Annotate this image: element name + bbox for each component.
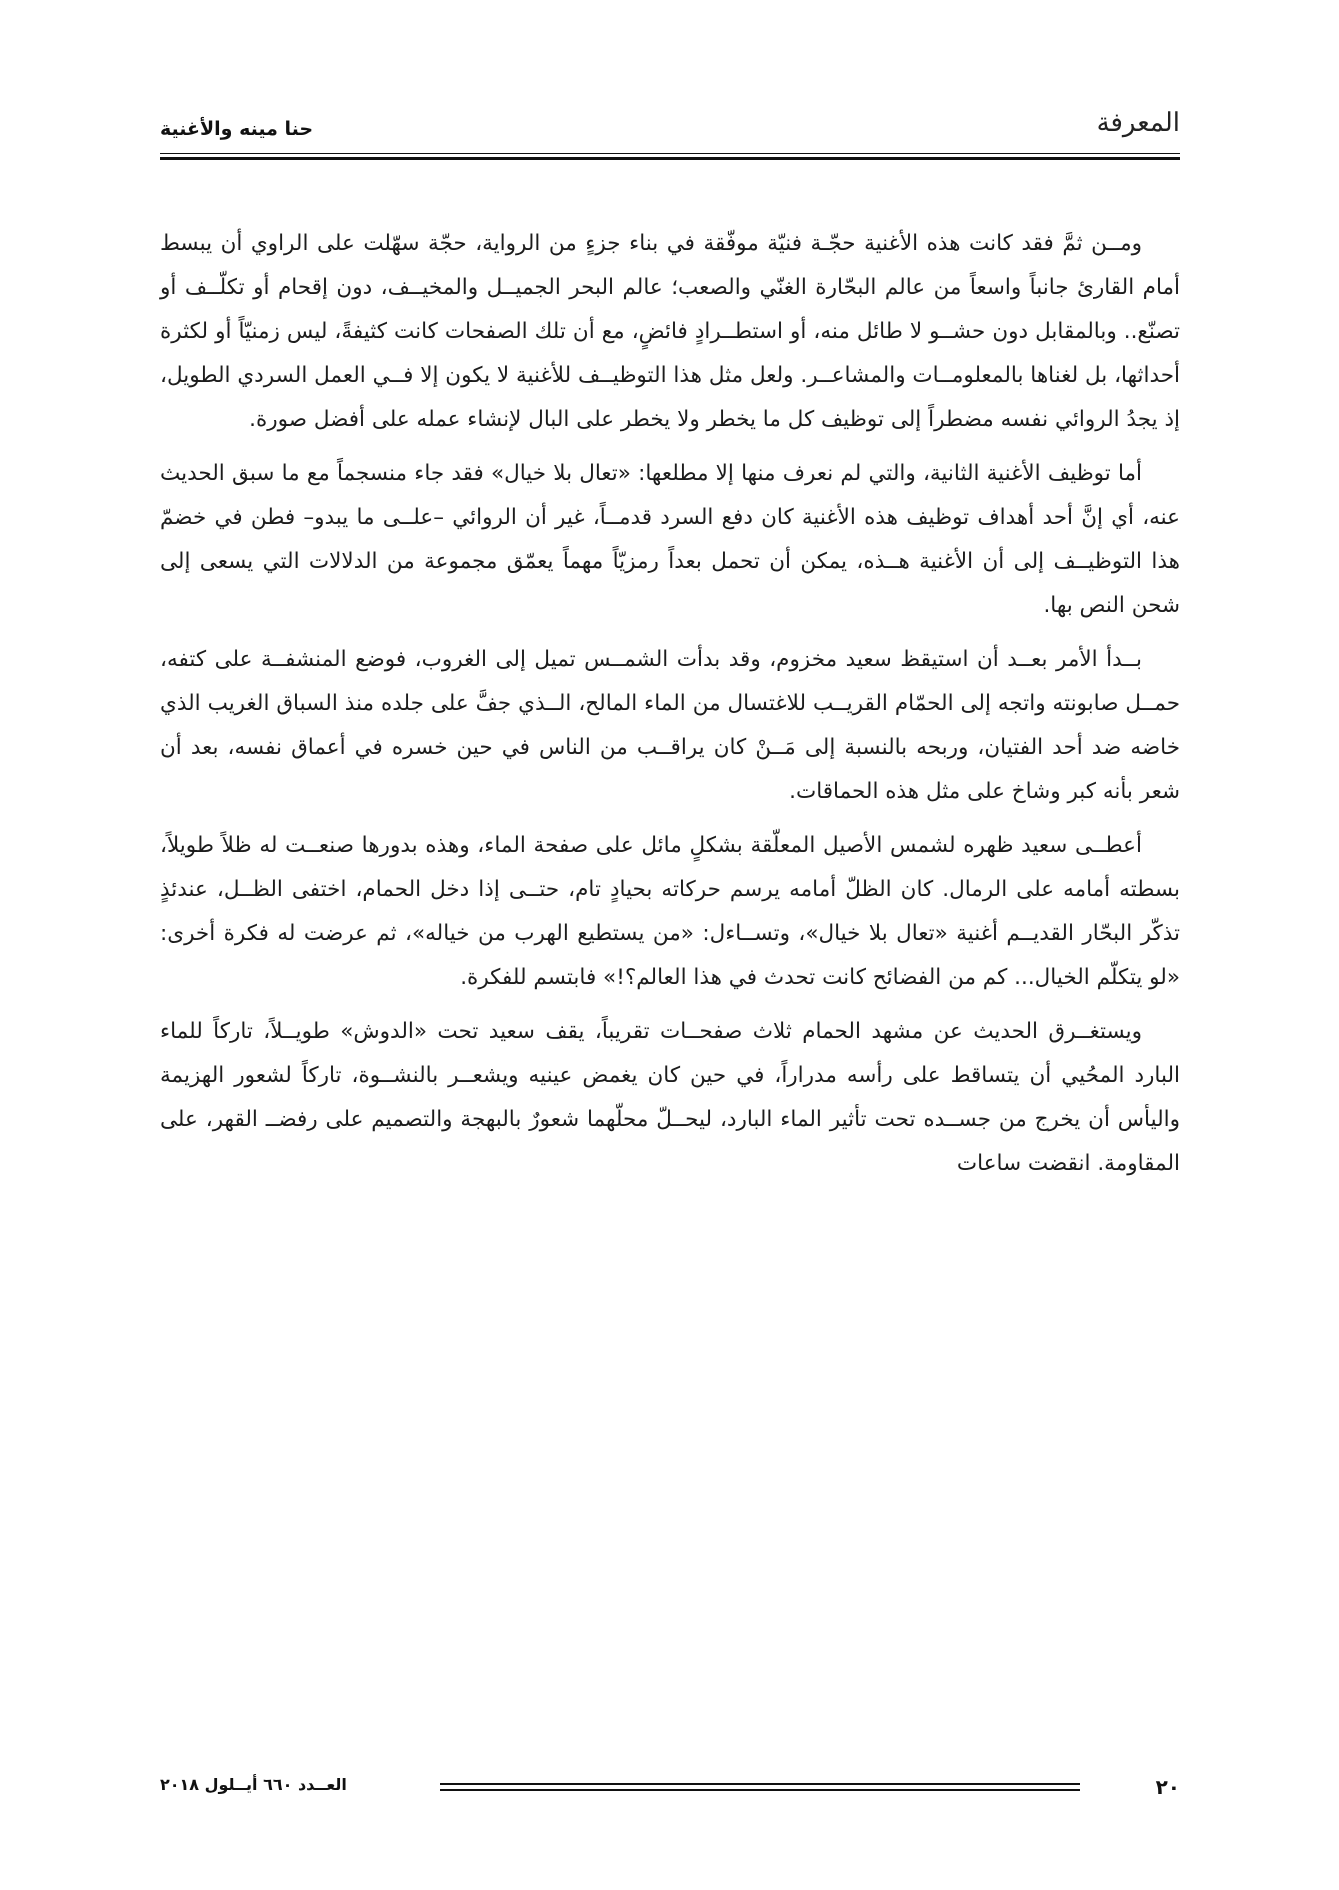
header-rule-thin [160,153,1180,154]
paragraph: ويستغــرق الحديث عن مشهد الحمام ثلاث صفحــات تقريباً، يقف سعيد تحت «الدوش» طويــلاً، تاركاً للماء البارد المحُيي أن يتساقط على رأسه مدراراً، في حين كان يغمض عينيه ويشعــر بالنشــوة، تاركاً لشعور الهزيمة واليأس أن يخرج من جســده تحت تأثير الماء البارد، ليحــلّ محلّهما شعورٌ بالبهجة والتصميم على رفضــ القهر، على المقاومة. انقضت ساعات [160,1019,1180,1176]
article-body [160,222,1180,1196]
magazine-logo: المعرفة [1096,108,1180,138]
paragraph: ومــن ثمَّ فقد كانت هذه الأغنية حجّـة فنيّة موفّقة في بناء جزءٍ من الرواية، حجّة سهّلت على الراوي أن يبسط أمام القارئ جانباً واسعاً من عالم البحّارة الغنّي والصعب؛ عالم البحر الجميــل والمخيــف، دون إقحام أو تكلّــف أو تصنّع.. وبالمقابل دون حشــو لا طائل منه، أو استطــرادٍ فائضٍ، مع أن تلك الصفحات كانت كثيفةً، ليس زمنيّاً أو لكثرة أحداثها، بل لغناها بالمعلومــات والمشاعــر. ولعل مثل هذا التوظيــف للأغنية لا يكون إلا فــي العمل السردي الطويل، إذ يجدُ الروائي نفسه مضطراً إلى توظيف كل ما يخطر ولا يخطر على البال لإنشاء عمله على أفضل صورة. [160,231,1180,432]
footer-rule-bottom [440,1789,1080,1791]
paragraph: بــدأ الأمر بعــد أن استيقظ سعيد مخزوم، وقد بدأت الشمــس تميل إلى الغروب، فوضع المنشفــة على كتفه، حمــل صابونته واتجه إلى الحمّام القريــب للاغتسال من الماء المالح، الــذي جفَّ على جلده منذ السباق الغريب الذي خاضه ضد أحد الفتيان، وربحه بالنسبة إلى مَــنْ كان يراقــب من الناس في حين خسره في أعماق نفسه، بعد أن شعر بأنه كبر وشاخ على مثل هذه الحماقات. [160,647,1180,804]
footer-rule-top [440,1783,1080,1785]
issue-info: العــدد ٦٦٠ أيــلول ٢٠١٨ [160,1775,347,1794]
page-number: ٢٠ [1155,1775,1180,1799]
paragraph: أعطــى سعيد ظهره لشمس الأصيل المعلّقة بشكلٍ مائل على صفحة الماء، وهذه بدورها صنعــت له ظلاً طويلاً، بسطته أمامه على الرمال. كان الظلّ أمامه يرسم حركاته بحيادٍ تام، حتــى إذا دخل الحمام، اختفى الظــل، عندئذٍ تذكّر البحّار القديــم أغنية «تعال بلا خيال»، وتســاءل: «من يستطيع الهرب من خياله»، ثم عرضت له فكرة أخرى: «لو يتكلّم الخيال... كم من الفضائح كانت تحدث في هذا العالم؟!» فابتسم للفكرة. [160,833,1180,990]
paragraph: أما توظيف الأغنية الثانية، والتي لم نعرف منها إلا مطلعها: «تعال بلا خيال» فقد جاء منسجماً مع ما سبق الحديث عنه، أي إنَّ أحد أهداف توظيف هذه الأغنية كان دفع السرد قدمــاً، غير أن الروائي –علــى ما يبدو– فطن في خضمّ هذا التوظيــف إلى أن الأغنية هــذه، يمكن أن تحمل بعداً رمزيّاً مهماً يعمّق مجموعة من الدلالات التي يسعى إلى شحن النص بها. [160,461,1180,618]
header-rule-thick [160,157,1180,160]
article-title: حنا مينه والأغنية [160,118,314,140]
